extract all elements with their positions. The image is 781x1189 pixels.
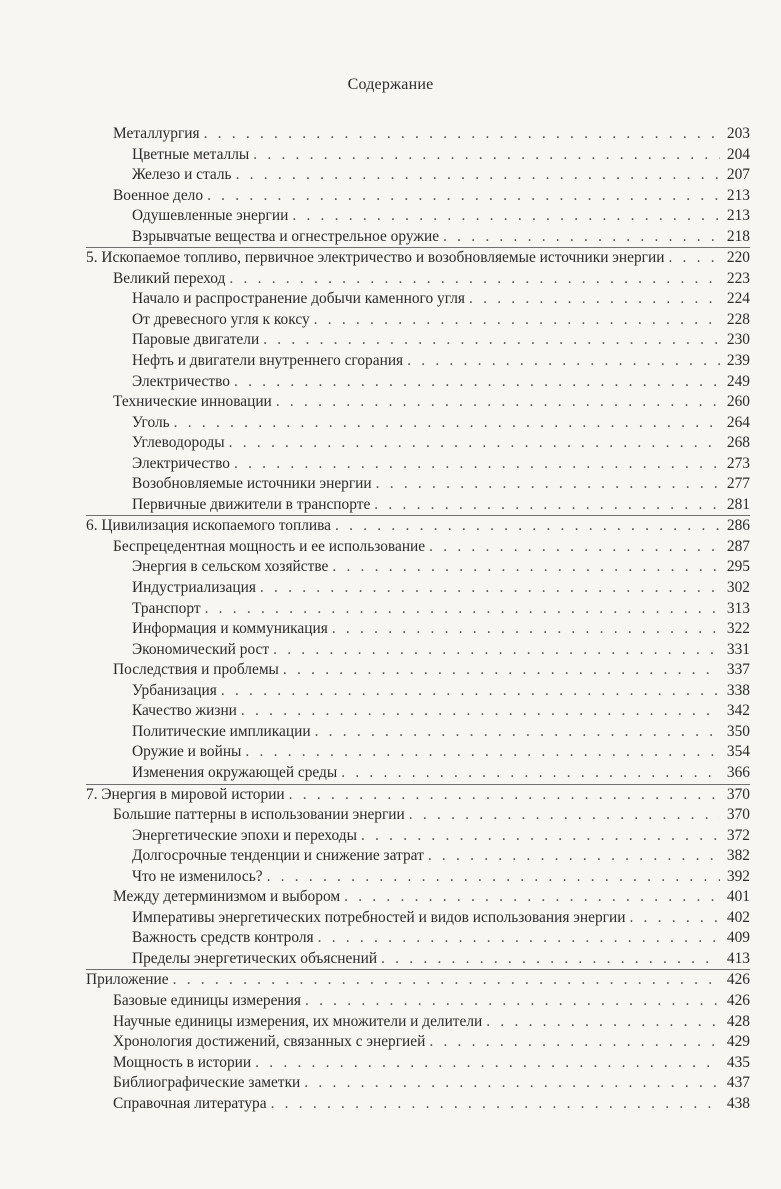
toc-entry-page: 382 (726, 847, 750, 865)
toc-entry (86, 165, 750, 186)
dot-leader (629, 908, 720, 929)
dot-leader (407, 351, 720, 372)
dot-leader (304, 1073, 720, 1094)
dot-leader (229, 269, 720, 290)
dot-leader (332, 619, 720, 640)
dot-leader (241, 701, 720, 722)
dot-leader (263, 330, 720, 351)
toc-entry-page: 426 (726, 971, 750, 989)
toc-entry-title: Уголь (132, 413, 170, 431)
dot-leader (221, 681, 720, 702)
toc-entry-page: 435 (726, 1053, 750, 1071)
toc-entry-page: 437 (726, 1074, 750, 1092)
dot-leader (289, 785, 720, 806)
toc-entry-title: Железо и сталь (132, 166, 232, 184)
toc-entry (86, 805, 750, 826)
toc-entry (86, 867, 750, 888)
toc-entry-page: 392 (726, 867, 750, 885)
toc-entry-title: Великий переход (113, 269, 226, 287)
dot-leader (305, 991, 720, 1012)
toc-entry-page: 338 (726, 681, 750, 699)
toc-entry-page: 228 (726, 310, 750, 328)
dot-leader (292, 206, 720, 227)
toc-entry-page: 366 (726, 763, 750, 781)
toc-entry-title: Хронология достижений, связанных с энергией (113, 1033, 426, 1051)
toc-entry (86, 949, 750, 970)
toc-entry-title: Урбанизация (132, 681, 217, 699)
toc-entry-title: Транспорт (132, 599, 201, 617)
toc-entry-title: Научные единицы измерения, их множители и делители (113, 1012, 483, 1030)
toc-entry (86, 495, 750, 516)
toc-entry (86, 681, 750, 702)
toc-entry (86, 908, 750, 929)
toc-entry-title: Справочная литература (113, 1094, 267, 1112)
dot-leader (341, 763, 720, 784)
toc-entry (86, 248, 750, 269)
toc-entry (86, 433, 750, 454)
toc-entry (86, 124, 750, 145)
dot-leader (314, 310, 720, 331)
toc-entry-title: Мощность в истории (113, 1053, 252, 1071)
dot-leader (276, 392, 720, 413)
toc-entry (86, 351, 750, 372)
toc-entry-title: Энергетические эпохи и переходы (132, 826, 357, 844)
toc-entry-page: 224 (726, 290, 750, 308)
toc-entry (86, 372, 750, 393)
toc-entry (86, 474, 750, 495)
toc-entry-page: 218 (726, 227, 750, 245)
toc-entry (86, 310, 750, 331)
toc-entry-page: 402 (726, 908, 750, 926)
dot-leader (486, 1012, 720, 1033)
toc-entry-page: 370 (726, 806, 750, 824)
dot-leader (335, 516, 720, 537)
toc-entry-title: От древесного угля к коксу (132, 310, 310, 328)
toc-entry (86, 392, 750, 413)
toc-entry-title: Приложение (86, 971, 169, 989)
toc-entry (86, 1053, 750, 1074)
toc-entry (86, 1012, 750, 1033)
dot-leader (273, 640, 720, 661)
toc-entry-page: 277 (726, 475, 750, 493)
dot-leader (205, 599, 720, 620)
toc-entry-title: Паровые двигатели (132, 331, 260, 349)
toc-entry (86, 1073, 750, 1094)
toc-entry-page: 220 (726, 249, 750, 267)
dot-leader (443, 227, 720, 248)
dot-leader (173, 970, 720, 991)
toc-entry-title: 6. Цивилизация ископаемого топлива (86, 517, 332, 535)
toc-entry-page: 426 (726, 991, 750, 1009)
toc-entry-page: 213 (726, 186, 750, 204)
toc-entry-page: 413 (726, 949, 750, 967)
dot-leader (260, 578, 720, 599)
toc-entry (86, 578, 750, 599)
dot-leader (234, 454, 720, 475)
toc-entry-title: Оружие и войны (132, 743, 242, 761)
toc-entry-page: 239 (726, 352, 750, 370)
dot-leader (668, 248, 720, 269)
toc-entry-page: 204 (726, 145, 750, 163)
toc-entry-title: Библиографические заметки (113, 1074, 301, 1092)
dot-leader (381, 949, 720, 970)
toc-entry-title: Электричество (132, 454, 230, 472)
dot-leader (229, 433, 720, 454)
toc-entry (86, 928, 750, 949)
toc-entry (86, 1032, 750, 1053)
toc-entry-page: 313 (726, 599, 750, 617)
toc-entry-title: Взрывчатые вещества и огнестрельное оружие (132, 227, 440, 245)
toc-entry-page: 438 (726, 1094, 750, 1112)
toc-entry-title: 7. Энергия в мировой истории (86, 785, 285, 803)
dot-leader (271, 1094, 720, 1115)
toc-entry-title: Военное дело (113, 186, 204, 204)
toc-entry-page: 337 (726, 661, 750, 679)
toc-entry-page: 260 (726, 393, 750, 411)
toc-entry-title: Что не изменилось? (132, 867, 263, 885)
toc-entry (86, 289, 750, 310)
running-head: Содержание (347, 76, 434, 93)
toc-entry-page: 331 (726, 640, 750, 658)
toc-entry-page: 203 (726, 125, 750, 142)
toc-entry-page: 350 (726, 722, 750, 740)
toc-entry-title: Между детерминизмом и выбором (113, 888, 341, 906)
toc-entry-page: 370 (726, 785, 750, 803)
dot-leader (245, 742, 720, 763)
toc-entry (86, 785, 750, 806)
dot-leader (253, 145, 720, 166)
toc-entry-page: 287 (726, 537, 750, 555)
toc-entry (86, 991, 750, 1012)
toc-entry (86, 1094, 750, 1115)
toc-entry (86, 826, 750, 847)
dot-leader (409, 805, 720, 826)
toc-entry (86, 619, 750, 640)
toc-entry-page: 295 (726, 558, 750, 576)
dot-leader (469, 289, 720, 310)
toc-entry-title: Долгосрочные тенденции и снижение затрат (132, 847, 424, 865)
dot-leader (428, 846, 720, 867)
toc-entry (86, 660, 750, 681)
toc-entry (86, 846, 750, 867)
toc-entry-title: Последствия и проблемы (113, 661, 279, 679)
dot-leader (267, 867, 720, 888)
toc-entry (86, 763, 750, 784)
toc-entry (86, 742, 750, 763)
toc-entry-title: Базовые единицы измерения (113, 991, 301, 1009)
toc-entry-page: 428 (726, 1012, 750, 1030)
toc-entry-title: Беспрецедентная мощность и ее использование (113, 537, 426, 555)
dot-leader (361, 826, 720, 847)
toc-entry-page: 342 (726, 702, 750, 720)
toc-entry-title: Политические импликации (132, 722, 311, 740)
dot-leader (376, 474, 720, 495)
toc-entry-title: Металлургия (113, 125, 200, 142)
toc-entry (86, 516, 750, 537)
dot-leader (174, 413, 720, 434)
dot-leader (332, 557, 720, 578)
toc-entry-page: 207 (726, 166, 750, 184)
dot-leader (344, 887, 720, 908)
dot-leader (283, 660, 720, 681)
toc-entry (86, 186, 750, 207)
toc-entry-title: Большие паттерны в использовании энергии (113, 806, 405, 824)
toc-entry (86, 640, 750, 661)
toc-entry-title: Возобновляемые источники энергии (132, 475, 372, 493)
toc-entry-page: 401 (726, 888, 750, 906)
toc-entry-title: Первичные движители в транспорте (132, 495, 371, 513)
toc-entry (86, 454, 750, 475)
toc-entry-title: Информация и коммуникация (132, 620, 328, 638)
toc-entry (86, 537, 750, 558)
toc-entry (86, 887, 750, 908)
toc-entry-title: Углеводороды (132, 434, 225, 452)
toc-entry-title: Императивы энергетических потребностей и видов использования энергии (132, 908, 626, 926)
toc-entry-page: 302 (726, 579, 750, 597)
toc-entry-page: 268 (726, 434, 750, 452)
toc-entry (86, 227, 750, 248)
toc-entry-page: 264 (726, 413, 750, 431)
dot-leader (318, 928, 720, 949)
toc-entry-page: 223 (726, 269, 750, 287)
toc-entry-title: Изменения окружающей среды (132, 763, 338, 781)
toc-entry (86, 145, 750, 166)
toc-entry-page: 409 (726, 929, 750, 947)
dot-leader (207, 186, 720, 207)
toc-entry-title: Технические инновации (113, 393, 272, 411)
toc-entry-title: Индустриализация (132, 579, 256, 597)
toc-entry-title: Одушевленные энергии (132, 207, 289, 225)
dot-leader (234, 372, 720, 393)
toc-entry-title: Начало и распространение добычи каменного угля (132, 290, 465, 308)
toc-entry-title: Цветные металлы (132, 145, 250, 163)
toc-entry-title: 5. Ископаемое топливо, первичное электричество и возобновляемые источники энергии (86, 249, 665, 267)
toc-entry-title: Нефть и двигатели внутреннего сгорания (132, 352, 404, 370)
toc-entry-page: 286 (726, 517, 750, 535)
dot-leader (236, 165, 720, 186)
toc-entry-page: 429 (726, 1033, 750, 1051)
toc-entry-title: Энергия в сельском хозяйстве (132, 558, 329, 576)
toc-entry (86, 269, 750, 290)
toc-entry-page: 281 (726, 495, 750, 513)
toc-entry (86, 330, 750, 351)
table-of-contents (86, 124, 750, 1114)
toc-entry-title: Электричество (132, 372, 230, 390)
dot-leader (374, 495, 720, 516)
toc-entry-page: 322 (726, 620, 750, 638)
toc-entry-page: 354 (726, 743, 750, 761)
toc-entry (86, 970, 750, 991)
toc-entry (86, 599, 750, 620)
toc-entry (86, 413, 750, 434)
toc-entry-page: 273 (726, 454, 750, 472)
toc-entry (86, 722, 750, 743)
dot-leader (429, 537, 720, 558)
toc-entry-page: 213 (726, 207, 750, 225)
toc-entry-title: Экономический рост (132, 640, 270, 658)
dot-leader (204, 124, 720, 145)
toc-entry (86, 557, 750, 578)
toc-entry-title: Пределы энергетических объяснений (132, 949, 378, 967)
toc-entry-title: Важность средств контроля (132, 929, 314, 947)
toc-entry-page: 230 (726, 331, 750, 349)
toc-entry (86, 206, 750, 227)
toc-entry (86, 701, 750, 722)
toc-entry-title: Качество жизни (132, 702, 237, 720)
toc-entry-page: 249 (726, 372, 750, 390)
dot-leader (315, 722, 720, 743)
dot-leader (255, 1053, 720, 1074)
toc-entry-page: 372 (726, 826, 750, 844)
dot-leader (429, 1032, 720, 1053)
